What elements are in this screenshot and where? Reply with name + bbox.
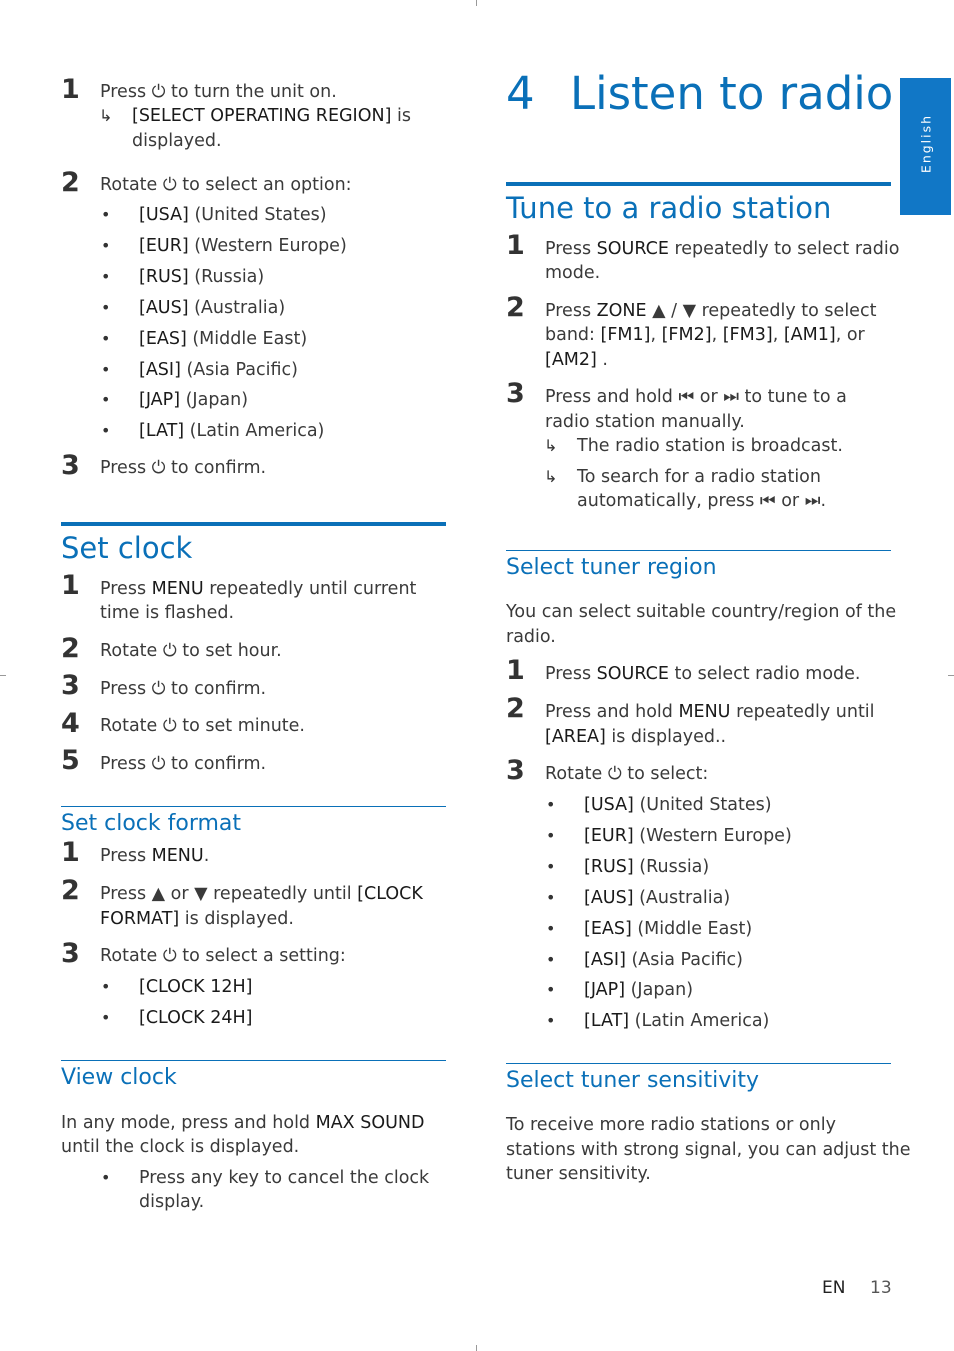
option-description: (Russia) — [633, 856, 710, 877]
section-rule — [506, 550, 891, 551]
option-description: (Western Europe) — [633, 825, 792, 846]
step-result: [SELECT OPERATING REGION] is — [132, 106, 411, 126]
body-text: To receive more radio stations or only — [506, 1115, 836, 1135]
step-text: Press ⏻ to confirm. — [100, 679, 267, 699]
option-description: (Japan) — [625, 980, 694, 1001]
option-code: [CLOCK 24H] — [139, 1008, 253, 1028]
body-text: until the clock is displayed. — [61, 1137, 300, 1157]
option-description: (Asia Pacific) — [625, 949, 743, 970]
step-result-cont: automatically, press ⏮ or ⏭. — [577, 491, 827, 511]
page-number: 13 — [870, 1278, 892, 1298]
bullet-icon: • — [546, 887, 556, 907]
step-text: Press ▲ or ▼ repeatedly until [CLOCK — [100, 884, 423, 904]
section-rule — [61, 806, 446, 807]
step-text: Rotate ⏻ to select an option: — [100, 175, 352, 195]
section-heading: Select tuner region — [506, 555, 717, 580]
option-code: [AUS] — [584, 887, 634, 908]
list-item — [139, 358, 298, 383]
list-item — [584, 948, 743, 973]
step-text: Press ⏻ to confirm. — [100, 754, 267, 774]
bullet-icon: • — [101, 977, 111, 996]
option-code: [EUR] — [139, 235, 189, 256]
section-rule — [506, 182, 891, 186]
list-item — [139, 419, 324, 444]
bullet-icon: • — [546, 856, 556, 876]
bullet-icon: • — [546, 918, 556, 938]
list-item — [584, 886, 730, 911]
step-text: Press SOURCE repeatedly to select radio — [545, 239, 900, 259]
option-description: (Middle East) — [186, 328, 308, 349]
step-text: Press MENU. — [100, 846, 210, 866]
bullet-icon: • — [546, 980, 556, 1000]
step-number: 1 — [61, 74, 80, 105]
option-description: (Middle East) — [631, 918, 753, 939]
option-description: (Australia) — [188, 297, 286, 318]
step-result: The radio station is broadcast. — [577, 436, 843, 456]
body-text: stations with strong signal, you can adjust the — [506, 1140, 911, 1160]
bullet-text: Press any key to cancel the clock — [139, 1168, 430, 1188]
option-code: [RUS] — [139, 266, 189, 287]
list-item — [139, 296, 285, 321]
option-code: [RUS] — [584, 856, 634, 877]
language-tab-label: English — [918, 113, 934, 174]
option-code: [CLOCK 12H] — [139, 977, 253, 997]
option-code: [ASI] — [584, 949, 626, 970]
step-text: Press ⏻ to turn the unit on. — [100, 82, 337, 102]
body-text: tuner sensitivity. — [506, 1164, 651, 1184]
list-item — [139, 327, 307, 352]
result-arrow-icon: ↳ — [544, 467, 558, 486]
option-description: (Latin America) — [184, 421, 325, 442]
step-number: 3 — [61, 450, 80, 481]
result-arrow-icon: ↳ — [544, 436, 558, 455]
bullet-icon: • — [101, 297, 111, 317]
option-code: [USA] — [584, 795, 634, 815]
list-item — [139, 388, 248, 413]
step-result: To search for a radio station — [577, 467, 821, 487]
step-number: 2 — [506, 292, 525, 323]
bullet-icon: • — [101, 1168, 111, 1187]
bullet-icon: • — [546, 1011, 556, 1031]
step-number: 1 — [61, 837, 80, 868]
option-description: (Australia) — [633, 887, 731, 908]
step-number: 2 — [61, 167, 80, 198]
language-tab — [900, 78, 951, 215]
option-description: (Western Europe) — [188, 235, 347, 256]
option-code: [LAT] — [584, 1011, 630, 1032]
step-number: 3 — [506, 378, 525, 409]
section-rule — [61, 522, 446, 526]
crop-mark — [476, 1345, 477, 1351]
step-text: Rotate ⏻ to set minute. — [100, 716, 305, 736]
step-text: Rotate ⏻ to select a setting: — [100, 946, 346, 966]
bullet-icon: • — [101, 359, 111, 379]
list-item — [584, 978, 693, 1003]
bullet-icon: • — [101, 266, 111, 286]
section-heading: View clock — [61, 1065, 177, 1090]
body-text: You can select suitable country/region of the — [506, 602, 897, 622]
bullet-icon: • — [101, 328, 111, 348]
list-item — [584, 855, 709, 880]
list-item — [139, 265, 264, 290]
list-item — [584, 793, 772, 818]
footer-language: EN — [822, 1278, 846, 1298]
step-number: 3 — [506, 755, 525, 786]
bullet-icon: • — [546, 825, 556, 845]
step-number: 1 — [61, 570, 80, 601]
option-code: [EAS] — [584, 918, 632, 939]
result-arrow-icon: ↳ — [99, 106, 113, 125]
chapter-title: Listen to radio — [570, 67, 894, 120]
step-text-cont: time is flashed. — [100, 603, 235, 623]
step-text-cont: [AM2] . — [545, 350, 608, 370]
step-number: 1 — [506, 655, 525, 686]
section-heading: Set clock format — [61, 811, 242, 836]
option-code: [USA] — [139, 205, 189, 225]
step-text-cont: radio station manually. — [545, 412, 745, 432]
body-text: radio. — [506, 627, 556, 647]
option-description: (Russia) — [188, 266, 265, 287]
section-heading: Tune to a radio station — [506, 191, 832, 225]
option-code: [LAT] — [139, 421, 185, 442]
step-text-cont: band: [FM1], [FM2], [FM3], [AM1], or — [545, 325, 865, 345]
crop-mark — [948, 675, 954, 676]
step-result-cont: displayed. — [132, 131, 222, 151]
option-code: [EAS] — [139, 328, 187, 349]
chapter-number: 4 — [506, 67, 535, 120]
list-item — [584, 1009, 769, 1034]
list-item — [139, 203, 327, 228]
bullet-text-cont: display. — [139, 1192, 205, 1212]
option-code: [ASI] — [139, 359, 181, 380]
step-text-cont: mode. — [545, 263, 601, 283]
step-number: 3 — [61, 938, 80, 969]
option-description: (United States) — [633, 795, 772, 815]
section-heading: Set clock — [61, 531, 193, 565]
section-rule — [61, 1060, 446, 1061]
step-text: Press SOURCE to select radio mode. — [545, 664, 861, 684]
step-text: Press MENU repeatedly until current — [100, 579, 417, 599]
bullet-icon: • — [101, 235, 111, 255]
bullet-icon: • — [101, 1008, 111, 1027]
option-code: [EUR] — [584, 825, 634, 846]
bullet-icon: • — [101, 390, 111, 410]
step-text-cont: FORMAT] is displayed. — [100, 909, 294, 929]
bullet-icon: • — [101, 205, 111, 224]
option-code: [JAP] — [139, 390, 181, 411]
crop-mark — [0, 675, 6, 676]
bullet-icon: • — [101, 421, 111, 441]
step-text-cont: [AREA] is displayed.. — [545, 727, 727, 747]
list-item — [584, 824, 792, 849]
step-number: 3 — [61, 670, 80, 701]
section-rule — [506, 1063, 891, 1064]
option-description: (Asia Pacific) — [180, 359, 298, 380]
step-number: 2 — [61, 633, 80, 664]
bullet-icon: • — [546, 795, 556, 814]
step-number: 1 — [506, 230, 525, 261]
option-description: (United States) — [188, 205, 327, 225]
section-heading: Select tuner sensitivity — [506, 1068, 759, 1093]
option-description: (Japan) — [180, 390, 249, 411]
body-text: In any mode, press and hold MAX SOUND — [61, 1113, 425, 1133]
step-number: 2 — [506, 693, 525, 724]
step-number: 4 — [61, 708, 80, 739]
step-text: Press and hold MENU repeatedly until — [545, 702, 875, 722]
bullet-icon: • — [546, 949, 556, 969]
step-number: 2 — [61, 875, 80, 906]
option-code: [AUS] — [139, 297, 189, 318]
list-item — [584, 917, 752, 942]
step-text: Rotate ⏻ to select: — [545, 764, 709, 784]
step-number: 5 — [61, 745, 80, 776]
step-text: Press ZONE ▲ / ▼ repeatedly to select — [545, 301, 877, 321]
step-text: Press ⏻ to confirm. — [100, 458, 267, 478]
list-item — [139, 234, 347, 259]
step-text: Press and hold ⏮ or ⏭ to tune to a — [545, 387, 847, 407]
option-code: [JAP] — [584, 980, 626, 1001]
crop-mark — [476, 0, 477, 6]
step-text: Rotate ⏻ to set hour. — [100, 641, 282, 661]
option-description: (Latin America) — [629, 1011, 770, 1032]
